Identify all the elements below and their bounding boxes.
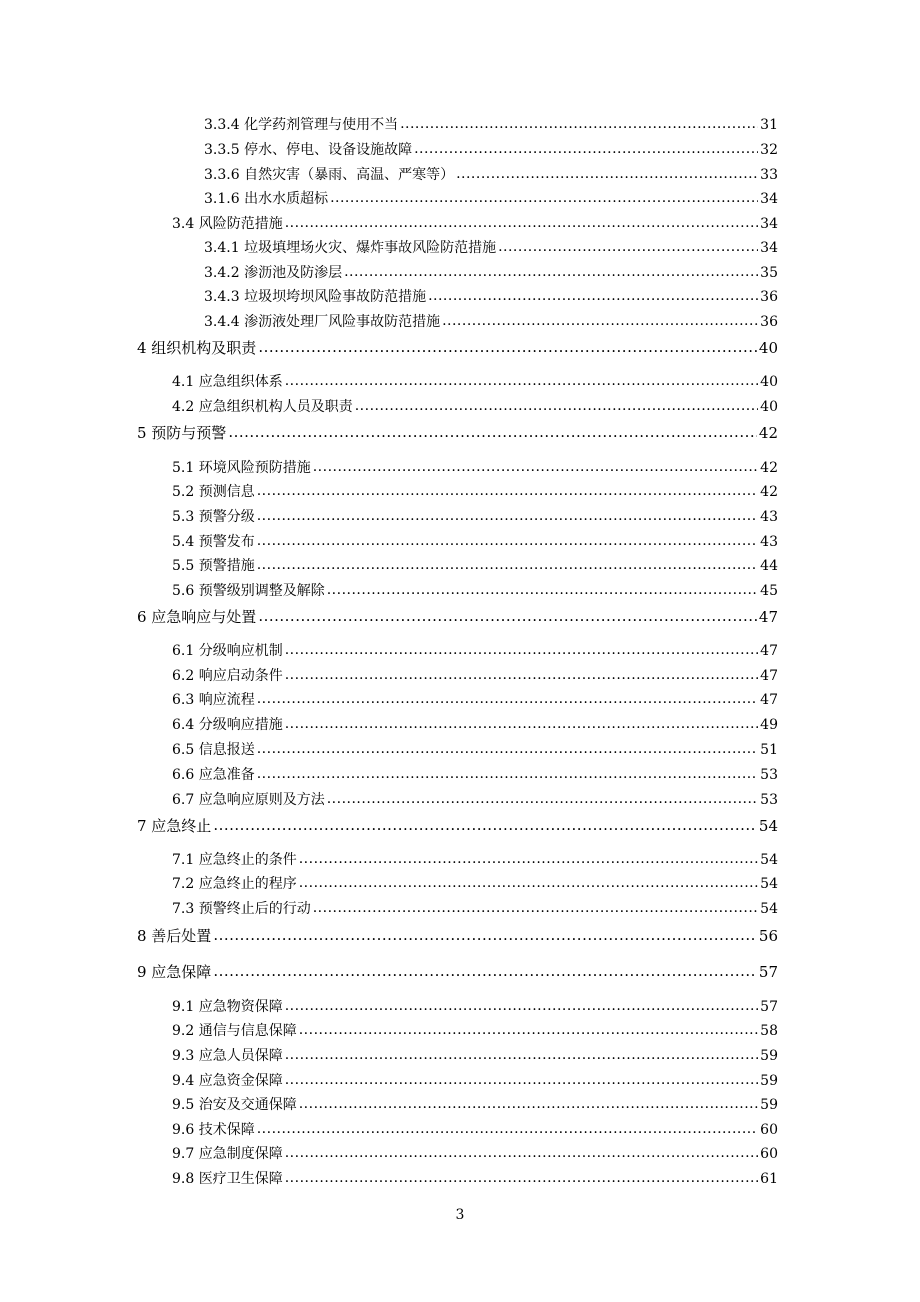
toc-entry-page: 59 xyxy=(760,1097,778,1113)
toc-entry-title: 3.4.2 渗沥池及防渗层 xyxy=(204,265,343,281)
toc-entry-title: 9.3 应急人员保障 xyxy=(172,1048,283,1064)
toc-entry-title: 7 应急终止 xyxy=(137,817,212,835)
toc-entry[interactable] xyxy=(137,607,778,627)
toc-entry-page: 40 xyxy=(758,339,778,357)
toc-entry[interactable] xyxy=(172,1021,778,1041)
toc-entry-page: 34 xyxy=(760,240,778,256)
toc-entry[interactable] xyxy=(172,765,778,785)
toc-entry-page: 40 xyxy=(760,374,778,390)
toc-entry-page: 54 xyxy=(758,817,778,835)
toc-entry-title: 7.2 应急终止的程序 xyxy=(172,876,297,892)
toc-dot-leader xyxy=(498,237,758,257)
toc-entry[interactable] xyxy=(172,850,778,870)
toc-entry[interactable] xyxy=(172,397,778,417)
toc-entry-page: 60 xyxy=(760,1146,778,1162)
toc-entry-title: 3.4.1 垃圾填埋场火灾、爆炸事故风险防范措施 xyxy=(204,240,497,256)
toc-entry[interactable] xyxy=(172,372,778,392)
toc-entry-page: 42 xyxy=(760,484,778,500)
toc-entry-title: 6.1 分级响应机制 xyxy=(172,643,283,659)
toc-entry[interactable] xyxy=(204,140,778,160)
toc-entry-page: 59 xyxy=(760,1073,778,1089)
toc-dot-leader xyxy=(313,898,758,918)
toc-entry[interactable] xyxy=(172,997,778,1017)
toc-entry[interactable] xyxy=(204,189,778,209)
toc-dot-leader xyxy=(257,531,758,551)
toc-entry-title: 5.3 预警分级 xyxy=(172,509,255,525)
toc-dot-leader xyxy=(257,739,758,759)
toc-dot-leader xyxy=(327,789,758,809)
toc-entry-page: 47 xyxy=(760,668,778,684)
toc-entry[interactable] xyxy=(172,1120,778,1140)
toc-entry-page: 53 xyxy=(760,792,778,808)
toc-entry-title: 3.4 风险防范措施 xyxy=(172,216,283,232)
toc-entry-page: 59 xyxy=(760,1048,778,1064)
toc-entry[interactable] xyxy=(204,238,778,258)
toc-entry-title: 5.1 环境风险预防措施 xyxy=(172,460,311,476)
toc-entry-page: 53 xyxy=(760,767,778,783)
toc-entry-title: 9 应急保障 xyxy=(137,963,212,981)
toc-entry-page: 54 xyxy=(760,876,778,892)
toc-entry-page: 36 xyxy=(760,314,778,330)
toc-entry[interactable] xyxy=(172,1144,778,1164)
toc-entry-title: 3.1.6 出水水质超标 xyxy=(204,191,329,207)
toc-entry-page: 49 xyxy=(760,717,778,733)
toc-entry-title: 4.2 应急组织机构人员及职责 xyxy=(172,399,353,415)
toc-entry[interactable] xyxy=(137,962,778,982)
toc-entry[interactable] xyxy=(172,532,778,552)
toc-entry-title: 7.1 应急终止的条件 xyxy=(172,852,297,868)
toc-entry[interactable] xyxy=(172,790,778,810)
toc-dot-leader xyxy=(313,457,758,477)
toc-entry[interactable] xyxy=(172,507,778,527)
toc-dot-leader xyxy=(257,555,758,575)
toc-dot-leader xyxy=(344,262,758,282)
toc-dot-leader xyxy=(285,1070,758,1090)
toc-dot-leader xyxy=(285,665,758,685)
toc-dot-leader xyxy=(285,1168,758,1188)
toc-entry-page: 56 xyxy=(758,927,778,945)
toc-entry-title: 8 善后处置 xyxy=(137,927,212,945)
toc-entry-page: 32 xyxy=(760,142,778,158)
toc-entry[interactable] xyxy=(172,899,778,919)
toc-dot-leader xyxy=(285,1143,758,1163)
toc-dot-leader xyxy=(228,422,757,442)
toc-dot-leader xyxy=(299,1020,758,1040)
toc-dot-leader xyxy=(285,1045,758,1065)
toc-dot-leader xyxy=(299,849,758,869)
toc-dot-leader xyxy=(257,481,758,501)
toc-entry-page: 54 xyxy=(760,901,778,917)
toc-dot-leader xyxy=(213,961,757,981)
toc-entry-page: 34 xyxy=(760,191,778,207)
toc-dot-leader xyxy=(299,873,758,893)
toc-entry-title: 3.4.4 渗沥液处理厂风险事故防范措施 xyxy=(204,314,441,330)
toc-entry-page: 35 xyxy=(760,265,778,281)
toc-entry-title: 6.4 分级响应措施 xyxy=(172,717,283,733)
toc-entry-title: 3.3.4 化学药剂管理与使用不当 xyxy=(204,117,399,133)
toc-entry-title: 6.3 响应流程 xyxy=(172,692,255,708)
toc-dot-leader xyxy=(213,815,757,835)
toc-entry-page: 54 xyxy=(760,852,778,868)
toc-entry-page: 57 xyxy=(758,963,778,981)
toc-dot-leader xyxy=(257,1119,758,1139)
toc-entry-page: 47 xyxy=(760,643,778,659)
toc-entry-title: 3.3.6 自然灾害（暴雨、高温、严寒等） xyxy=(204,167,455,183)
toc-entry[interactable] xyxy=(172,641,778,661)
toc-entry-title: 5.4 预警发布 xyxy=(172,534,255,550)
toc-entry[interactable] xyxy=(172,1046,778,1066)
toc-dot-leader xyxy=(258,337,757,357)
toc-entry[interactable] xyxy=(172,581,778,601)
toc-entry-page: 57 xyxy=(760,999,778,1015)
toc-dot-leader xyxy=(257,764,758,784)
toc-dot-leader xyxy=(213,925,757,945)
toc-entry-title: 9.5 治安及交通保障 xyxy=(172,1097,297,1113)
toc-entry-title: 5.2 预测信息 xyxy=(172,484,255,500)
toc-entry[interactable] xyxy=(137,423,778,443)
toc-entry-title: 9.6 技术保障 xyxy=(172,1122,255,1138)
toc-dot-leader xyxy=(428,286,758,306)
toc-entry-title: 3.4.3 垃圾坝垮坝风险事故防范措施 xyxy=(204,289,427,305)
toc-entry-page: 36 xyxy=(760,289,778,305)
toc-entry-title: 6.2 响应启动条件 xyxy=(172,668,283,684)
toc-dot-leader xyxy=(257,689,758,709)
toc-entry[interactable] xyxy=(172,874,778,894)
toc-entry[interactable] xyxy=(204,287,778,307)
toc-entry[interactable] xyxy=(172,482,778,502)
toc-entry-page: 43 xyxy=(760,509,778,525)
toc-entry-page: 42 xyxy=(758,424,778,442)
toc-entry[interactable] xyxy=(137,926,778,946)
toc-entry-page: 40 xyxy=(760,399,778,415)
toc-entry-title: 6 应急响应与处置 xyxy=(137,608,257,626)
toc-dot-leader xyxy=(327,580,758,600)
toc-dot-leader xyxy=(258,606,757,626)
toc-entry[interactable] xyxy=(204,115,778,135)
toc-entry[interactable] xyxy=(172,556,778,576)
toc-entry-title: 7.3 预警终止后的行动 xyxy=(172,901,311,917)
toc-dot-leader xyxy=(330,188,758,208)
toc-entry-page: 42 xyxy=(760,460,778,476)
toc-entry-title: 6.6 应急准备 xyxy=(172,767,255,783)
toc-entry[interactable] xyxy=(172,214,778,234)
toc-entry[interactable] xyxy=(137,816,778,836)
toc-dot-leader xyxy=(299,1094,758,1114)
toc-entry-page: 33 xyxy=(760,167,778,183)
toc-dot-leader xyxy=(285,640,758,660)
toc-dot-leader xyxy=(355,396,758,416)
toc-entry-title: 9.4 应急资金保障 xyxy=(172,1073,283,1089)
toc-entry[interactable] xyxy=(172,740,778,760)
toc-entry[interactable] xyxy=(172,1095,778,1115)
toc-entry-page: 43 xyxy=(760,534,778,550)
toc-entry-title: 9.2 通信与信息保障 xyxy=(172,1023,297,1039)
page-number: 3 xyxy=(455,1207,465,1223)
toc-entry[interactable] xyxy=(204,263,778,283)
toc-entry-page: 34 xyxy=(760,216,778,232)
toc-dot-leader xyxy=(442,311,758,331)
toc-dot-leader xyxy=(285,213,758,233)
toc-entry[interactable] xyxy=(172,666,778,686)
toc-entry-title: 6.5 信息报送 xyxy=(172,742,255,758)
toc-entry-page: 60 xyxy=(760,1122,778,1138)
toc-entry-page: 58 xyxy=(760,1023,778,1039)
toc-entry[interactable] xyxy=(172,690,778,710)
toc-entry-page: 51 xyxy=(760,742,778,758)
toc-entry-page: 47 xyxy=(758,608,778,626)
toc-entry[interactable] xyxy=(172,458,778,478)
toc-entry-title: 5.5 预警措施 xyxy=(172,558,255,574)
toc-dot-leader xyxy=(414,139,758,159)
toc-entry[interactable] xyxy=(137,338,778,358)
toc-entry[interactable] xyxy=(172,715,778,735)
toc-entry-title: 6.7 应急响应原则及方法 xyxy=(172,792,325,808)
toc-dot-leader xyxy=(285,996,758,1016)
toc-entry[interactable] xyxy=(172,1071,778,1091)
toc-entry-title: 9.1 应急物资保障 xyxy=(172,999,283,1015)
toc-dot-leader xyxy=(257,506,758,526)
toc-dot-leader xyxy=(456,164,758,184)
toc-dot-leader xyxy=(285,714,758,734)
toc-entry-page: 45 xyxy=(760,583,778,599)
toc-entry-title: 4.1 应急组织体系 xyxy=(172,374,283,390)
toc-entry-title: 5.6 预警级别调整及解除 xyxy=(172,583,325,599)
toc-entry-page: 44 xyxy=(760,558,778,574)
toc-entry-page: 47 xyxy=(760,692,778,708)
toc-entry[interactable] xyxy=(204,312,778,332)
toc-entry-title: 5 预防与预警 xyxy=(137,424,227,442)
toc-entry-page: 31 xyxy=(760,117,778,133)
toc-entry-page: 61 xyxy=(760,1171,778,1187)
toc-entry-title: 9.8 医疗卫生保障 xyxy=(172,1171,283,1187)
toc-entry[interactable] xyxy=(204,165,778,185)
toc-dot-leader xyxy=(285,371,758,391)
toc-dot-leader xyxy=(400,114,758,134)
toc-entry-title: 3.3.5 停水、停电、设备设施故障 xyxy=(204,142,413,158)
toc-entry-title: 9.7 应急制度保障 xyxy=(172,1146,283,1162)
toc-entry[interactable] xyxy=(172,1169,778,1189)
toc-entry-title: 4 组织机构及职责 xyxy=(137,339,257,357)
